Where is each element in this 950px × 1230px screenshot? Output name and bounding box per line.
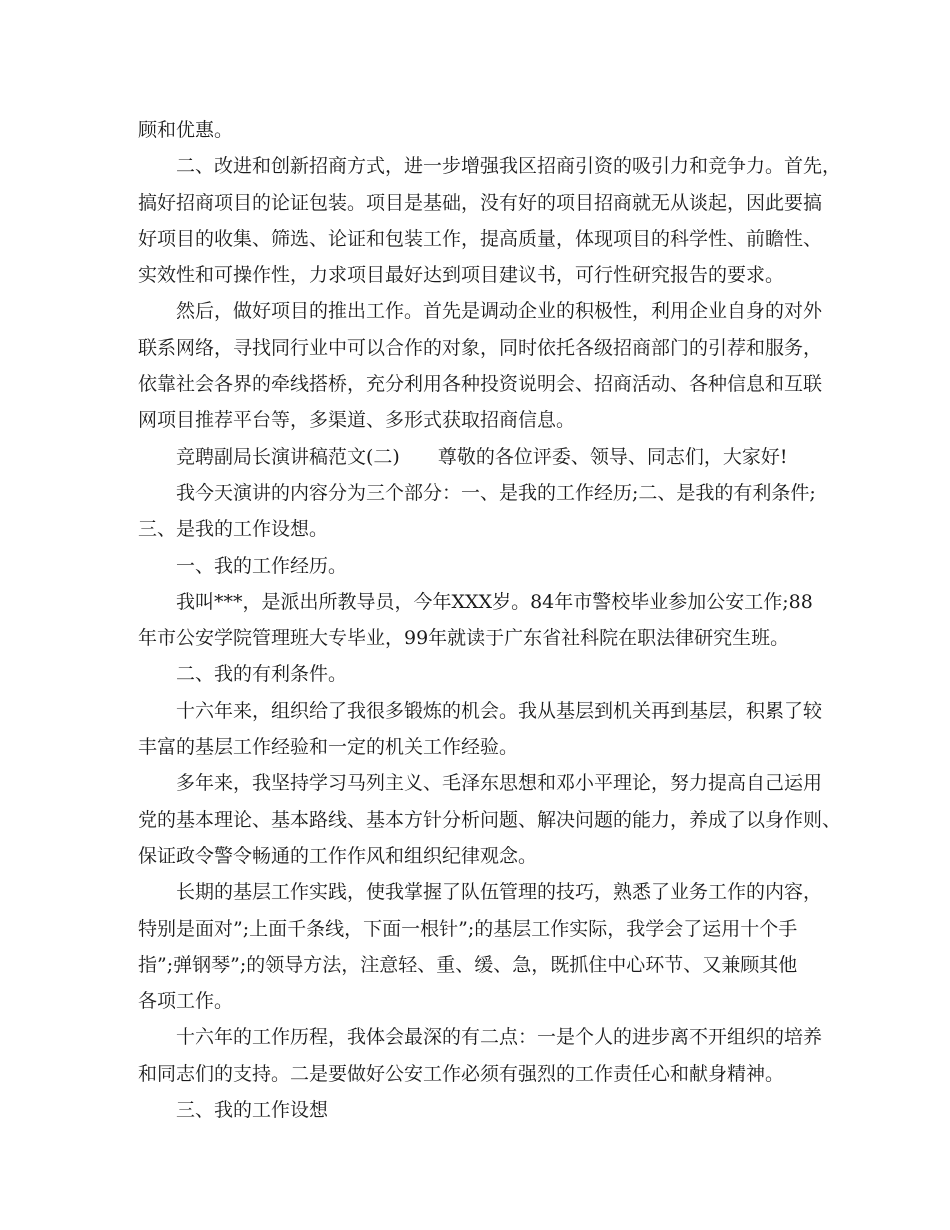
text-line: 联系网络，寻找同行业中可以合作的对象，同时依托各级招商部门的引荐和服务，: [138, 336, 823, 359]
text-line: 丰富的基层工作经验和一定的机关工作经验。: [138, 736, 519, 759]
document-body: [138, 112, 842, 1128]
text-line: 二、我的有利条件。: [176, 663, 348, 686]
text-line: 二、改进和创新招商方式，进一步增强我区招商引资的吸引力和竞争力。首先，: [176, 155, 842, 178]
text-line: 三、我的工作设想: [176, 1099, 329, 1122]
text-line: 竞聘副局长演讲稿范文(二) 尊敬的各位评委、领导、同志们，大家好!: [176, 445, 788, 468]
text-line: 依靠社会各界的牵线搭桥，充分利用各种投资说明会、招商活动、各种信息和互联: [138, 373, 823, 396]
text-line: 我今天演讲的内容分为三个部分：一、是我的工作经历;二、是我的有利条件;: [176, 481, 816, 504]
text-line: 一、我的工作经历。: [176, 554, 348, 577]
text-line: 十六年来，组织给了我很多锻炼的机会。我从基层到机关再到基层，积累了较: [176, 699, 823, 722]
text-line: 年市公安学院管理班大专毕业，99年就读于广东省社科院在职法律研究生班。: [138, 627, 790, 650]
text-line: 特别是面对”;上面千条线，下面一根针”;的基层工作实际，我学会了运用十个手: [138, 917, 798, 940]
text-line: 指”;弹钢琴”;的领导方法，注意轻、重、缓、急，既抓住中心环节、又兼顾其他: [138, 953, 798, 976]
text-line: 保证政令警令畅通的工作作风和组织纪律观念。: [138, 844, 538, 867]
text-line: 好项目的收集、筛选、论证和包装工作，提高质量，体现项目的科学性、前瞻性、: [138, 227, 823, 250]
text-line: 顾和优惠。: [138, 119, 234, 141]
text-line: 网项目推荐平台等，多渠道、多形式获取招商信息。: [138, 409, 576, 432]
text-line: 三、是我的工作设想。: [138, 518, 329, 541]
text-line: 实效性和可操作性，力求项目最好达到项目建议书，可行性研究报告的要求。: [138, 264, 785, 287]
text-line: 多年来，我坚持学习马列主义、毛泽东思想和邓小平理论，努力提高自己运用: [176, 772, 823, 795]
text-line: 搞好招商项目的论证包装。项目是基础，没有好的项目招商就无从谈起，因此要搞: [138, 191, 823, 214]
text-line: 各项工作。: [138, 990, 234, 1013]
text-line: 和同志们的支持。二是要做好公安工作必须有强烈的工作责任心和献身精神。: [138, 1062, 785, 1085]
text-line: 长期的基层工作实践，使我掌握了队伍管理的技巧，熟悉了业务工作的内容，: [176, 881, 823, 904]
text-line: 然后，做好项目的推出工作。首先是调动企业的积极性，利用企业自身的对外: [176, 300, 823, 323]
text-line: 十六年的工作历程，我体会最深的有二点：一是个人的进步离不开组织的培养: [176, 1026, 823, 1049]
text-line: 我叫***，是派出所教导员，今年XXX岁。84年市警校毕业参加公安工作;88: [176, 590, 813, 613]
text-line: 党的基本理论、基本路线、基本方针分析问题、解决问题的能力，养成了以身作则、: [138, 808, 842, 831]
